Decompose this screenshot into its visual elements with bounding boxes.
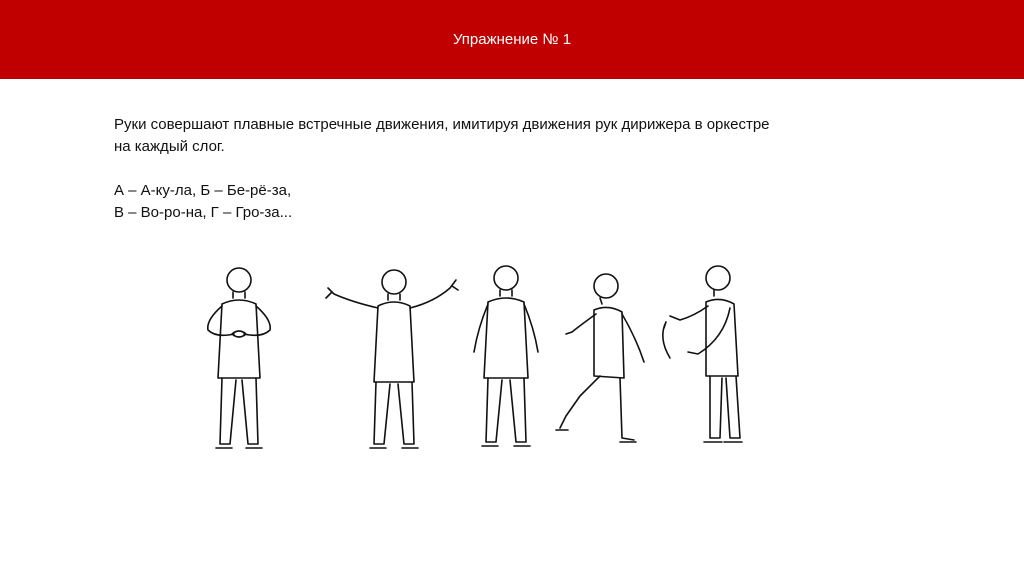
boy-knee-raised-figure <box>560 258 660 458</box>
boy-arms-down-figure <box>466 258 546 458</box>
syllables-line-2: В – Во-ро-на, Г – Гро-за... <box>114 204 293 221</box>
instruction-line-2: на каждый слог. <box>114 138 225 155</box>
boy-hands-at-chest-figure <box>194 258 274 458</box>
syllables-line-1: А – А-ку-ла, Б – Бе-рё-за, <box>114 182 292 199</box>
exercise-description <box>114 114 934 224</box>
slide-title: Упражнение № 1 <box>452 31 572 48</box>
boy-arms-spread-figure <box>322 258 462 458</box>
boy-arms-circling-figure <box>662 258 752 458</box>
instruction-line-1: Руки совершают плавные встречные движения, имитируя движения рук дирижера в оркестре <box>114 116 770 133</box>
exercise-illustration <box>190 258 750 458</box>
slide-header <box>0 0 1024 79</box>
